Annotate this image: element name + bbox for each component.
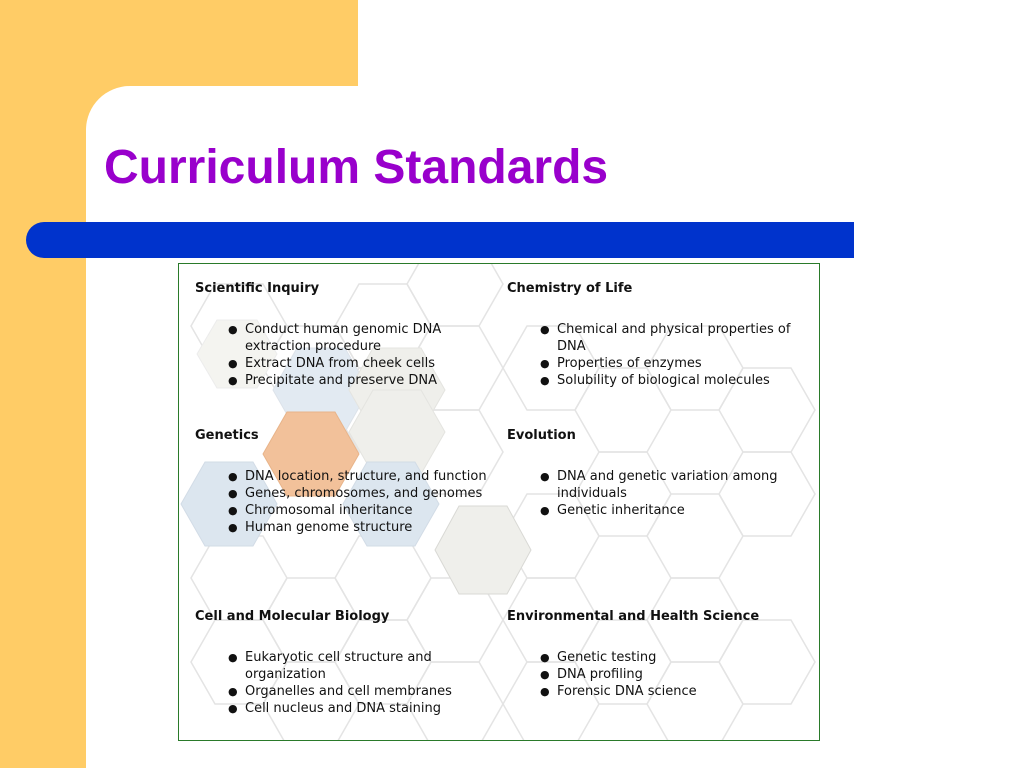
bullet-icon: ● [228, 521, 238, 534]
standards-box [178, 263, 820, 741]
bullet-icon: ● [228, 504, 238, 517]
bullet-icon: ● [540, 685, 550, 698]
section-heading: Genetics [195, 428, 259, 443]
bullet-icon: ● [540, 374, 550, 387]
list-item-text: Eukaryotic cell structure and organization [245, 650, 432, 682]
title-accent-bar [26, 222, 854, 258]
bullet-icon: ● [228, 651, 238, 664]
list-item [195, 519, 495, 536]
list-item [195, 485, 495, 502]
bullet-icon: ● [540, 357, 550, 370]
list-item [507, 355, 807, 372]
list-item-text: Properties of enzymes [557, 356, 702, 371]
list-item-text: DNA location, structure, and function [245, 469, 487, 484]
bullet-list [507, 649, 807, 700]
list-item-text: Chromosomal inheritance [245, 503, 413, 518]
list-item-text: Extract DNA from cheek cells [245, 356, 436, 371]
bullet-icon: ● [228, 487, 238, 500]
slide-title: Curriculum Standards [104, 141, 609, 194]
list-item [507, 468, 807, 502]
section-heading: Environmental and Health Science [507, 609, 760, 624]
list-item [507, 502, 807, 519]
bullet-list [507, 468, 807, 519]
bullet-list [195, 649, 495, 717]
list-item [507, 683, 807, 700]
bullet-icon: ● [228, 357, 238, 370]
list-item-text: Solubility of biological molecules [557, 373, 770, 388]
bullet-icon: ● [228, 685, 238, 698]
list-item [195, 321, 495, 355]
list-item [507, 321, 807, 355]
section-heading: Chemistry of Life [507, 281, 633, 296]
list-item-text: DNA profiling [557, 667, 643, 682]
list-item [195, 468, 495, 485]
list-item-text: Precipitate and preserve DNA [245, 373, 438, 388]
list-item [195, 700, 495, 717]
list-item-text: Forensic DNA science [557, 684, 697, 699]
bullet-icon: ● [228, 470, 238, 483]
bullet-list [507, 321, 807, 389]
list-item-text: DNA and genetic variation among individuals [557, 469, 778, 501]
bullet-list [195, 468, 495, 536]
list-item [507, 666, 807, 683]
list-item [195, 649, 495, 683]
bullet-icon: ● [540, 504, 550, 517]
list-item-text: Organelles and cell membranes [245, 684, 452, 699]
list-item [195, 355, 495, 372]
list-item [507, 649, 807, 666]
section-heading: Cell and Molecular Biology [195, 609, 390, 624]
bullet-icon: ● [540, 668, 550, 681]
list-item-text: Chemical and physical properties of DNA [557, 322, 791, 354]
bullet-list [195, 321, 495, 389]
bullet-icon: ● [540, 470, 550, 483]
list-item-text: Genes, chromosomes, and genomes [245, 486, 483, 501]
list-item-text: Genetic testing [557, 650, 657, 665]
bullet-icon: ● [228, 323, 238, 336]
list-item [195, 372, 495, 389]
section-heading: Evolution [507, 428, 576, 443]
section-cell-molecular-biology [195, 609, 495, 717]
list-item-text: Cell nucleus and DNA staining [245, 701, 441, 716]
section-heading: Scientific Inquiry [195, 281, 320, 296]
bullet-icon: ● [228, 702, 238, 715]
section-environmental-health-science [507, 609, 807, 700]
section-genetics [195, 428, 495, 536]
section-evolution [507, 428, 807, 519]
bullet-icon: ● [540, 323, 550, 336]
list-item-text: Conduct human genomic DNA extraction procedure [245, 322, 442, 354]
list-item [507, 372, 807, 389]
list-item [195, 683, 495, 700]
bullet-icon: ● [228, 374, 238, 387]
section-scientific-inquiry [195, 281, 495, 389]
list-item-text: Human genome structure [245, 520, 413, 535]
list-item [195, 502, 495, 519]
section-chemistry-of-life [507, 281, 807, 389]
list-item-text: Genetic inheritance [557, 503, 685, 518]
bullet-icon: ● [540, 651, 550, 664]
